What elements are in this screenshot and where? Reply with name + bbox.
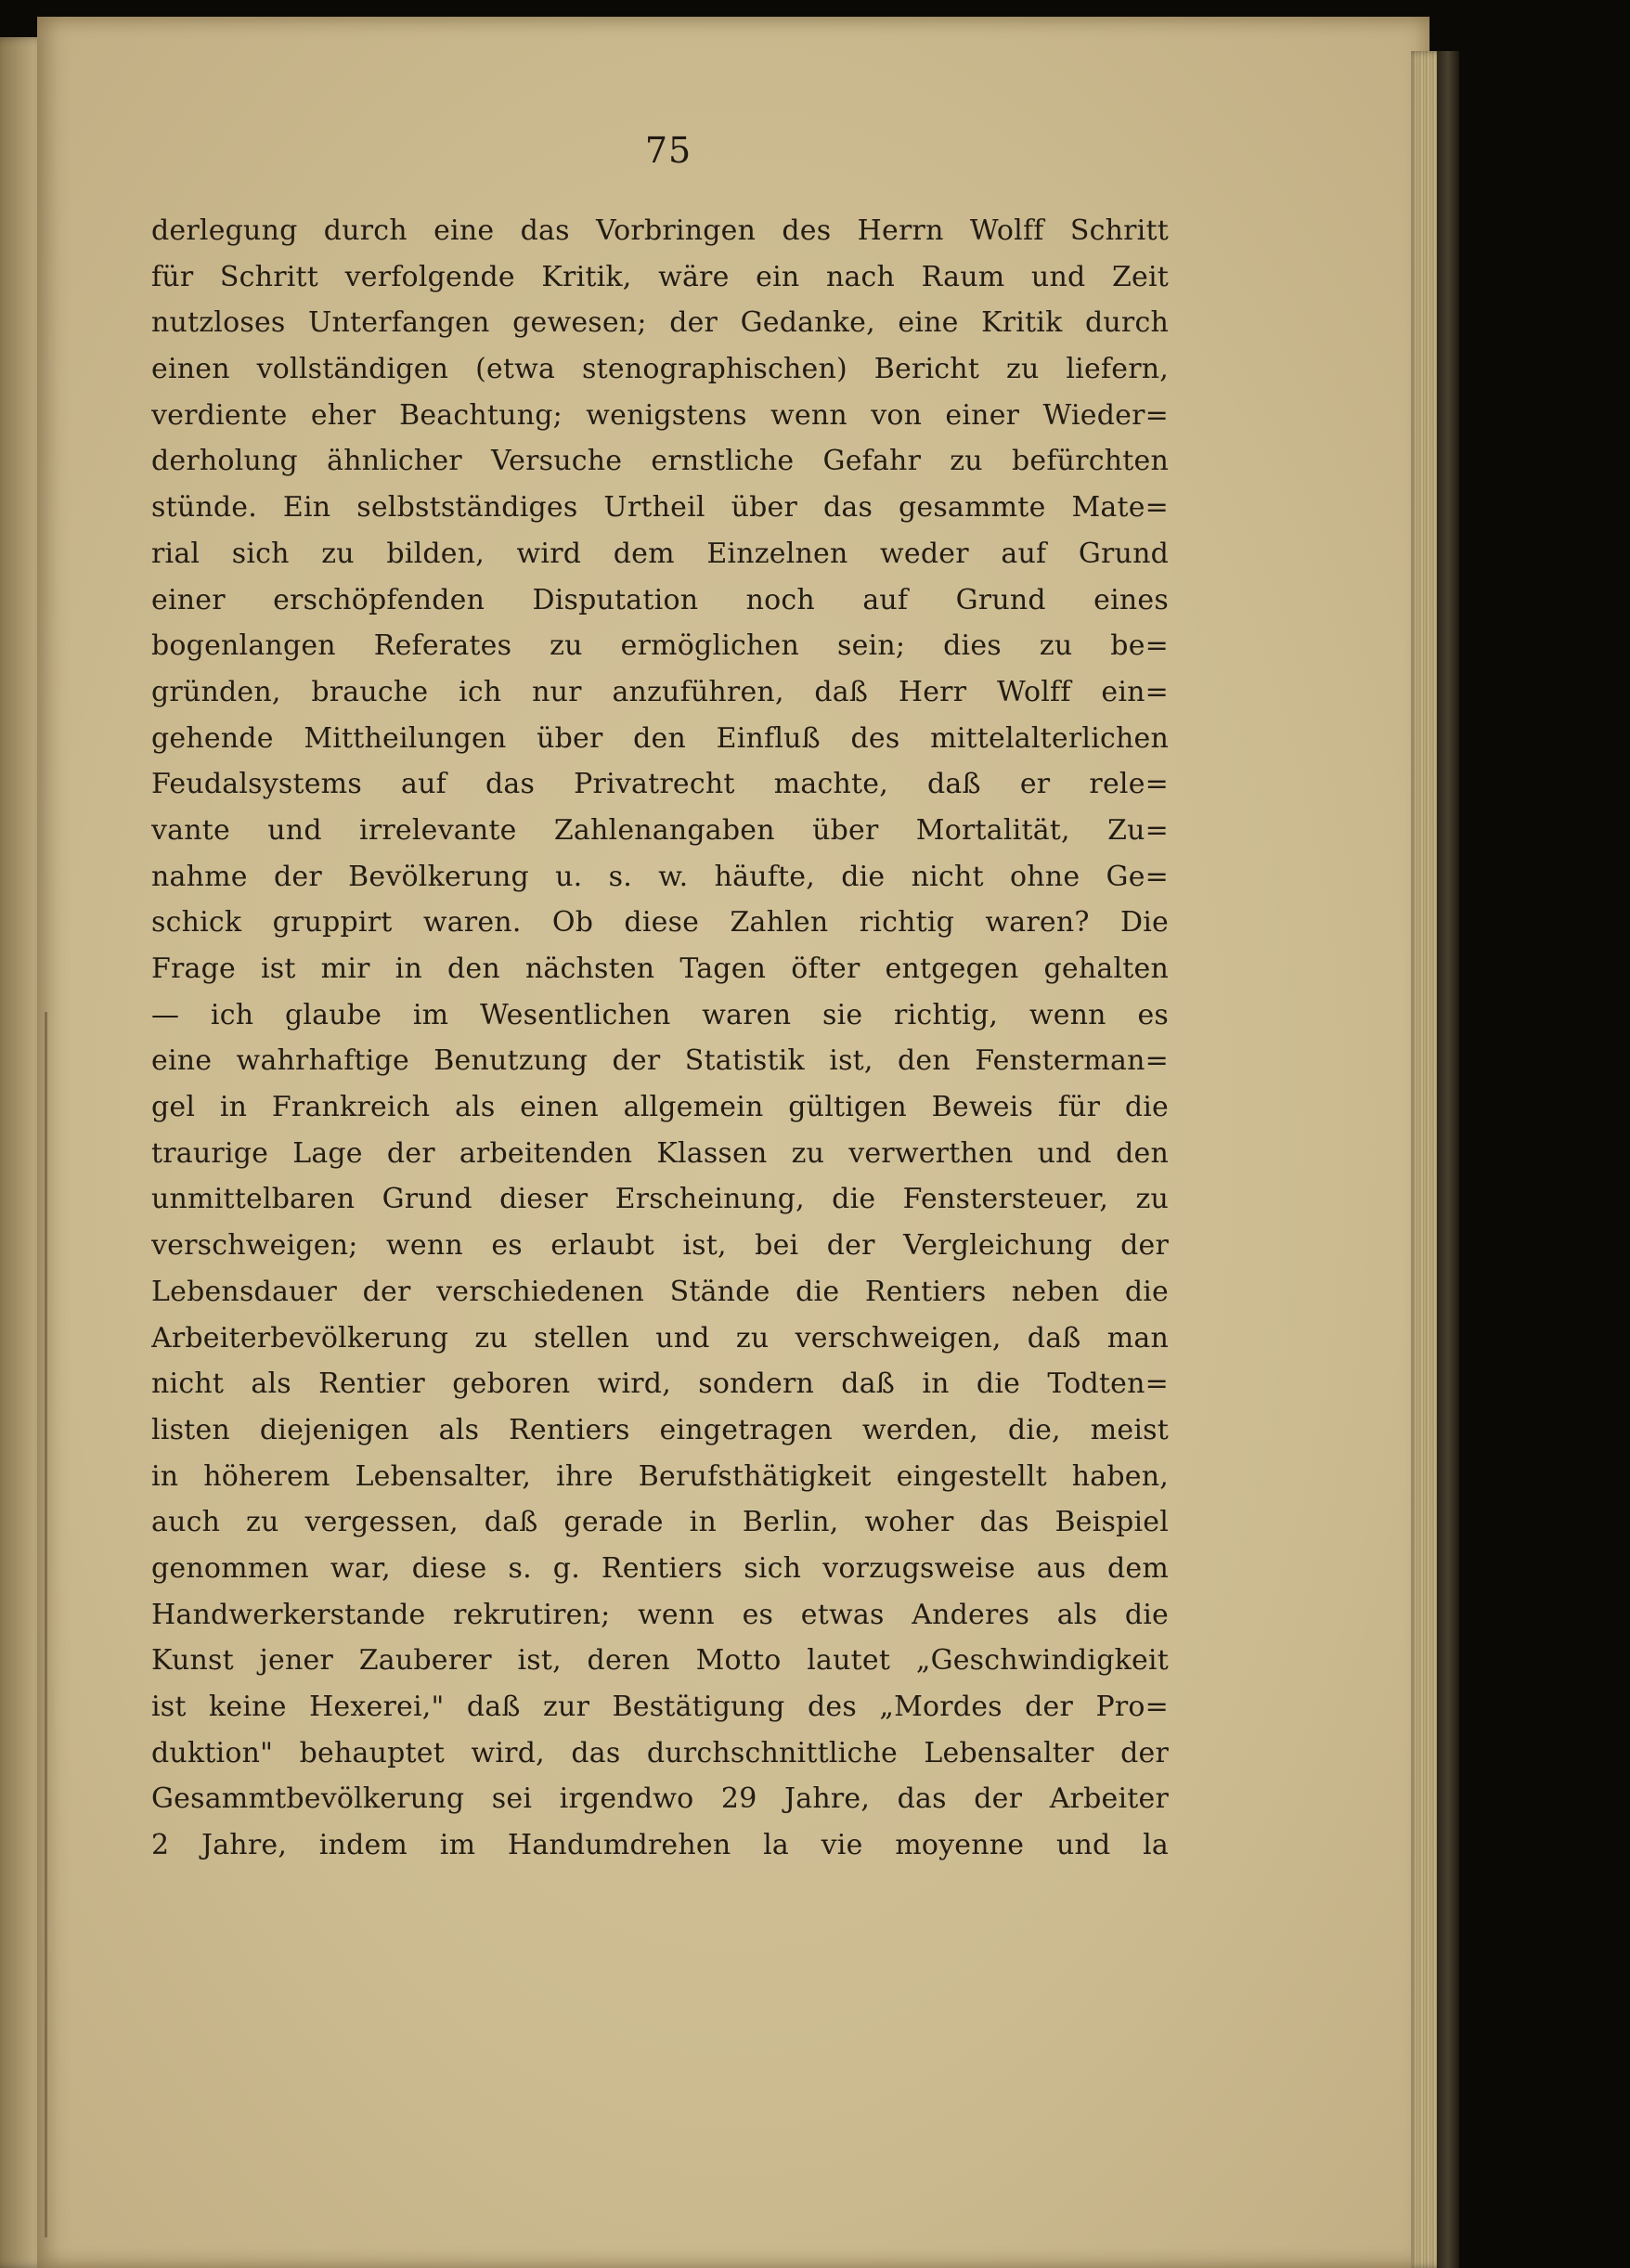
text-line: verschweigen; wenn es erlaubt ist, bei der Vergleichung der [151,1229,1169,1263]
text-line: gel in Frankreich als einen allgemein gültigen Beweis für die [151,1091,1169,1124]
text-line: nahme der Bevölkerung u. s. w. häufte, die nicht ohne Ge= [151,860,1169,893]
text-line: einer erschöpfenden Disputation noch auf Grund eines [151,583,1169,616]
text-line: nutzloses Unterfangen gewesen; der Gedanke, eine Kritik durch [151,306,1169,340]
text-line: Arbeiterbevölkerung zu stellen und zu verschweigen, daß man [151,1321,1169,1354]
book-cover-edge [1437,51,1459,2268]
text-line: verdiente eher Beachtung; wenigstens wenn von einer Wieder= [151,398,1169,432]
text-line: Kunst jener Zauberer ist, deren Motto lautet „Geschwindigkeit [151,1644,1169,1678]
text-line: nicht als Rentier geboren wird, sondern daß in die Todten= [151,1367,1169,1401]
text-line: gründen, brauche ich nur anzuführen, daß Herr Wolff ein= [151,675,1169,708]
text-line: Gesammtbevölkerung sei irgendwo 29 Jahre, das der Arbeiter [151,1782,1169,1816]
text-line: vante und irrelevante Zahlenangaben über Mortalität, Zu= [151,813,1169,847]
text-line: ist keine Hexerei," daß zur Bestätigung des „Mordes der Pro= [151,1691,1169,1723]
text-line: für Schritt verfolgende Kritik, wäre ein nach Raum und Zeit [151,260,1169,293]
text-line: unmittelbaren Grund dieser Erscheinung, die Fenstersteuer, zu [151,1183,1169,1216]
text-line: derlegung durch eine das Vorbringen des Herrn Wolff Schritt [151,214,1169,247]
text-line: bogenlangen Referates zu ermöglichen sein; dies zu be= [151,629,1169,663]
text-line: traurige Lage der arbeitenden Klassen zu verwerthen und den [151,1136,1169,1170]
text-line: Frage ist mir in den nächsten Tagen öfter entgegen gehalten [151,953,1169,985]
gutter-shadow-line [45,1012,47,2237]
text-line: listen diejenigen als Rentiers eingetragen werden, die, meist [151,1413,1169,1446]
text-line: duktion" behauptet wird, das durchschnittliche Lebensalter der [151,1736,1169,1769]
text-line: genommen war, diese s. g. Rentiers sich vorzugsweise aus dem [151,1551,1169,1585]
text-line: — ich glaube im Wesentlichen waren sie richtig, wenn es [151,998,1169,1031]
text-line: rial sich zu bilden, wird dem Einzelnen weder auf Grund [151,537,1169,570]
text-line: Lebensdauer der verschiedenen Stände die Rentiers neben die [151,1275,1169,1308]
text-line: schick gruppirt waren. Ob diese Zahlen richtig waren? Die [151,906,1169,940]
body-text [151,208,1169,1869]
text-line: in höherem Lebensalter, ihre Berufsthätigkeit eingestellt haben, [151,1459,1169,1493]
text-line: eine wahrhaftige Benutzung der Statistik ist, den Fensterman= [151,1044,1169,1078]
text-line: derholung ähnlicher Versuche ernstliche Gefahr zu befürchten [151,445,1169,478]
text-line: gehende Mittheilungen über den Einfluß des mittelalterlichen [151,721,1169,755]
text-line: auch zu vergessen, daß gerade in Berlin, woher das Beispiel [151,1506,1169,1539]
page-number: 75 [644,130,692,171]
text-line: einen vollständigen (etwa stenographischen) Bericht zu liefern, [151,353,1169,386]
text-line: stünde. Ein selbstständiges Urtheil über das gesammte Mate= [151,491,1169,525]
text-line: Feudalsystems auf das Privatrecht machte, daß er rele= [151,768,1169,801]
text-line: Handwerkerstande rekrutiren; wenn es etwas Anderes als die [151,1598,1169,1631]
text-line: 2 Jahre, indem im Handumdrehen la vie moyenne und la [151,1829,1169,1862]
